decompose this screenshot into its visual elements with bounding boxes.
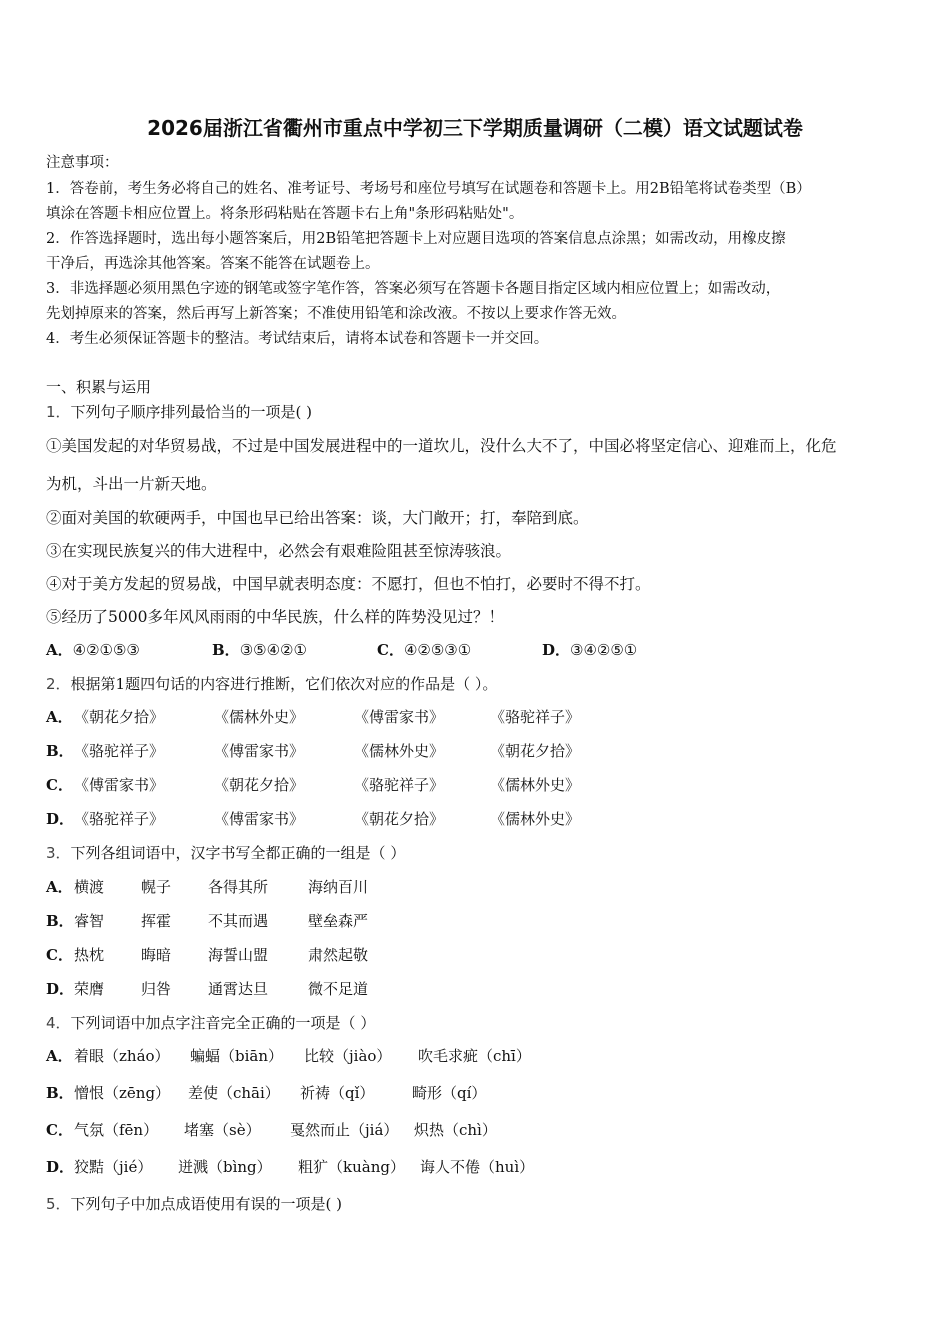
option-label: D． xyxy=(46,810,75,828)
notice-line: 3．非选择题必须用黑色字迹的钢笔或签字笔作答，答案必须写在答题卡各题目指定区域内相应位置上；如需改动， xyxy=(46,281,781,297)
option-item: 戛然而止（jiá） xyxy=(290,1121,399,1139)
notice-line: 1．答卷前，考生务必将自己的姓名、准考证号、考场号和座位号填写在试题卷和答题卡上。用2B铅笔将试卷类型（B） xyxy=(46,181,811,197)
option-item: 比较（jiào） xyxy=(304,1047,392,1065)
option-item: 荣膺 xyxy=(74,980,105,998)
question-4-stem xyxy=(46,1012,916,1033)
option-label: A． xyxy=(46,878,73,896)
option-item: 吹毛求疵（chī） xyxy=(418,1047,531,1065)
option-item: 堵塞（sè） xyxy=(184,1121,261,1139)
option-d[interactable]: D．③④②⑤① xyxy=(542,641,638,659)
question-number: 4． xyxy=(46,1014,71,1032)
option-label: A． xyxy=(46,708,73,726)
option-label: C． xyxy=(46,1121,73,1139)
option-item: 着眼（zháo） xyxy=(74,1047,170,1065)
notice-line: 先划掉原来的答案，然后再写上新答案；不准使用铅笔和涂改液。不按以上要求作答无效。 xyxy=(46,306,626,322)
option-item: 《儒林外史》 xyxy=(354,742,445,760)
option-item: 《傅雷家书》 xyxy=(74,776,165,794)
option-item: 不其而遇 xyxy=(208,912,269,930)
sentence-3: ③在实现民族复兴的伟大进程中，必然会有艰难险阻甚至惊涛骇浪。 xyxy=(46,542,512,560)
option-item: 肃然起敬 xyxy=(308,946,369,964)
question-number: 1． xyxy=(46,403,71,421)
option-item: 《骆驼祥子》 xyxy=(74,810,165,828)
option-item: 祈祷（qǐ） xyxy=(300,1084,375,1102)
option-item: 壁垒森严 xyxy=(308,912,369,930)
option-label: B． xyxy=(46,742,74,760)
option-item: 蝙蝠（biān） xyxy=(190,1047,284,1065)
question-5-stem xyxy=(46,1193,916,1214)
question-number: 3． xyxy=(46,844,71,862)
option-item: 《傅雷家书》 xyxy=(214,810,305,828)
option-item: 海誓山盟 xyxy=(208,946,269,964)
option-item: 憎恨（zēng） xyxy=(74,1084,171,1102)
notice-heading: 注意事项： xyxy=(46,155,119,171)
option-item: 各得其所 xyxy=(208,878,269,896)
sentence-1: ①美国发起的对华贸易战，不过是中国发展进程中的一道坎儿，没什么大不了，中国必将坚定信心、迎难而上，化危 xyxy=(46,437,837,455)
option-item: 《骆驼祥子》 xyxy=(490,708,581,726)
sentence-5: ⑤经历了5000多年风风雨雨的中华民族，什么样的阵势没见过？！ xyxy=(46,608,504,626)
question-text: 下列词语中加点字注音完全正确的一项是（ ） xyxy=(70,1014,376,1032)
option-item: 睿智 xyxy=(74,912,105,930)
sentence-2: ②面对美国的软硬两手，中国也早已给出答案：谈，大门敞开；打，奉陪到底。 xyxy=(46,509,589,527)
option-item: 《傅雷家书》 xyxy=(214,742,305,760)
option-item: 《骆驼祥子》 xyxy=(354,776,445,794)
option-label: A． xyxy=(46,1047,73,1065)
sentence-1-cont: 为机，斗出一片新天地。 xyxy=(46,475,217,493)
option-c[interactable]: C．④②⑤③① xyxy=(377,641,472,659)
option-item: 《骆驼祥子》 xyxy=(74,742,165,760)
option-label: D． xyxy=(46,1158,75,1176)
option-item: 炽热（chì） xyxy=(414,1121,497,1139)
option-item: 《朝花夕拾》 xyxy=(354,810,445,828)
option-item: 归咎 xyxy=(141,980,172,998)
option-b[interactable]: B．③⑤④②① xyxy=(212,641,307,659)
option-item: 《儒林外史》 xyxy=(490,810,581,828)
option-label: C． xyxy=(46,776,73,794)
option-item: 畸形（qí） xyxy=(412,1084,487,1102)
option-item: 通霄达旦 xyxy=(208,980,269,998)
option-label: B． xyxy=(46,1084,74,1102)
option-item: 《儒林外史》 xyxy=(214,708,305,726)
option-item: 狡黠（jié） xyxy=(74,1158,153,1176)
page-title: 2026届浙江省衢州市重点中学初三下学期质量调研（二模）语文试题试卷 xyxy=(147,116,803,140)
option-item: 热枕 xyxy=(74,946,105,964)
option-a[interactable]: A．④②①⑤③ xyxy=(46,641,140,659)
notice-line: 4．考生必须保证答题卡的整洁。考试结束后，请将本试卷和答题卡一并交回。 xyxy=(46,331,549,347)
question-text: 下列各组词语中，汉字书写全都正确的一组是（ ） xyxy=(70,844,406,862)
notice-line: 干净后，再选涂其他答案。答案不能答在试题卷上。 xyxy=(46,256,380,272)
option-item: 海纳百川 xyxy=(308,878,369,896)
option-label: D． xyxy=(46,980,75,998)
option-item: 《傅雷家书》 xyxy=(354,708,445,726)
option-item: 《儒林外史》 xyxy=(490,776,581,794)
option-item: 粗犷（kuàng） xyxy=(298,1158,405,1176)
question-text: 根据第1题四句话的内容进行推断，它们依次对应的作品是（ ）。 xyxy=(70,675,498,693)
question-text: 下列句子中加点成语使用有误的一项是( ) xyxy=(70,1195,343,1213)
option-item: 横渡 xyxy=(74,878,105,896)
question-3-stem xyxy=(46,842,916,863)
option-label: C． xyxy=(46,946,73,964)
question-text: 下列句子顺序排列最恰当的一项是( ) xyxy=(70,403,313,421)
notice-line: 填涂在答题卡相应位置上。将条形码粘贴在答题卡右上角"条形码粘贴处"。 xyxy=(46,206,524,222)
question-number: 2． xyxy=(46,675,71,693)
question-1-stem xyxy=(46,401,916,422)
option-item: 《朝花夕拾》 xyxy=(214,776,305,794)
option-label: B． xyxy=(46,912,74,930)
option-item: 《朝花夕拾》 xyxy=(74,708,165,726)
option-item: 差使（chāi） xyxy=(188,1084,280,1102)
option-item: 挥霍 xyxy=(141,912,172,930)
option-item: 气氛（fēn） xyxy=(74,1121,159,1139)
option-item: 诲人不倦（huì） xyxy=(420,1158,535,1176)
option-item: 《朝花夕拾》 xyxy=(490,742,581,760)
option-item: 幌子 xyxy=(141,878,172,896)
option-item: 微不足道 xyxy=(308,980,369,998)
sentence-4: ④对于美方发起的贸易战，中国早就表明态度：不愿打，但也不怕打，必要时不得不打。 xyxy=(46,575,651,593)
option-item: 晦暗 xyxy=(141,946,172,964)
notice-line: 2．作答选择题时，选出每小题答案后，用2B铅笔把答题卡上对应题目选项的答案信息点涂黑；如需改动，用橡皮擦 xyxy=(46,231,786,247)
question-number: 5． xyxy=(46,1195,71,1213)
question-2-stem xyxy=(46,673,916,694)
section-heading: 一、积累与运用 xyxy=(46,378,152,396)
option-item: 迸溅（bìng） xyxy=(178,1158,272,1176)
